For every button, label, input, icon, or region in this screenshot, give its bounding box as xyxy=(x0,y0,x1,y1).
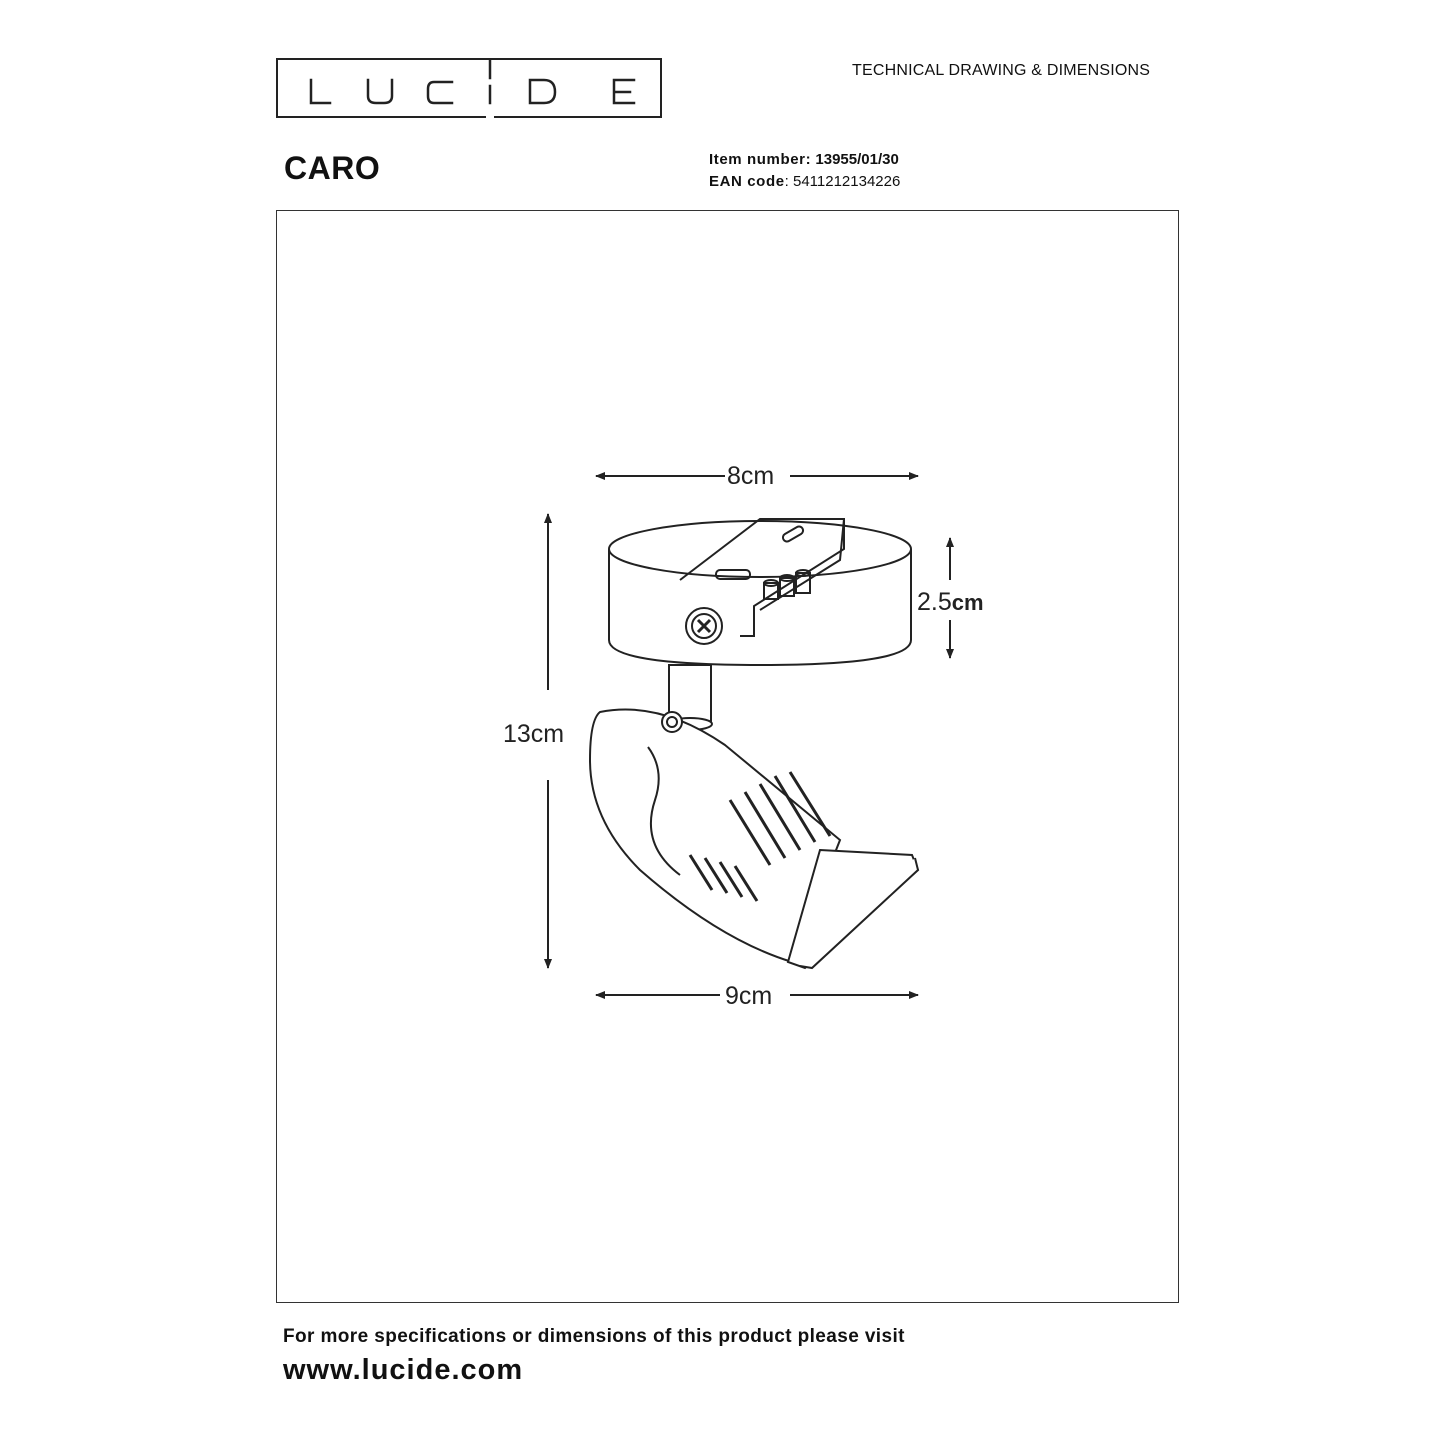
ean-label: EAN code xyxy=(709,173,785,190)
top-width-label: 8cm xyxy=(727,462,775,490)
footer-url-link[interactable]: www.lucide.com xyxy=(283,1354,524,1386)
product-name: CARO xyxy=(284,150,381,186)
base-height-unit: cm xyxy=(951,590,984,615)
item-number-label: Item number: xyxy=(709,151,812,168)
item-number-value: 13955/01/30 xyxy=(815,151,899,168)
document-title: TECHNICAL DRAWING & DIMENSIONS xyxy=(852,62,1151,79)
total-height-label: 13cm xyxy=(503,720,565,748)
footer-note: For more specifications or dimensions of this product please visit xyxy=(283,1326,905,1347)
lamp-head xyxy=(590,709,918,968)
base-height-label xyxy=(917,588,984,617)
bottom-width-label: 9cm xyxy=(725,982,773,1010)
ean-value: : 5411212134226 xyxy=(784,173,901,190)
lamp-base xyxy=(609,519,911,665)
base-height-value: 2.5 xyxy=(917,588,952,616)
